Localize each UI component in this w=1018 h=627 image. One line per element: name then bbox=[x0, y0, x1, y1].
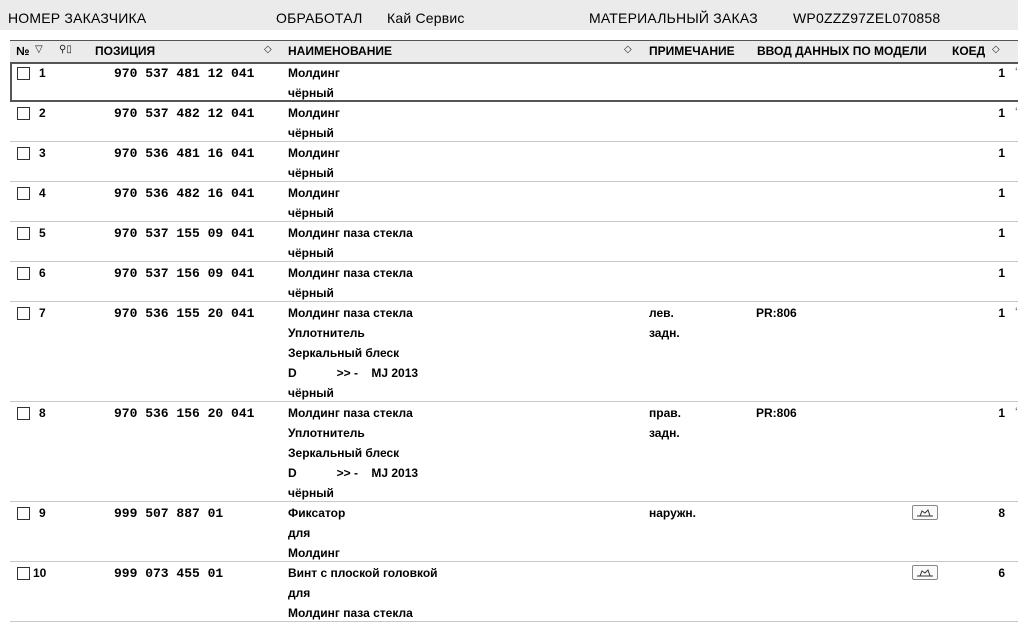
part-description-line: Зеркальный блеск bbox=[288, 446, 400, 460]
row-number: 8 bbox=[39, 406, 46, 420]
row-checkbox[interactable] bbox=[17, 567, 30, 580]
quantity: 6 bbox=[998, 566, 1005, 580]
col-qty-header[interactable]: КОЕД bbox=[952, 44, 986, 58]
col-num-header[interactable]: № bbox=[16, 44, 30, 58]
vin-value: WP0ZZZ97ZEL070858 bbox=[793, 10, 941, 26]
part-number: 970 537 482 12 041 bbox=[114, 106, 255, 121]
part-description-line: чёрный bbox=[288, 286, 334, 300]
part-description-line: Зеркальный блеск bbox=[288, 346, 400, 360]
part-description-line: чёрный bbox=[288, 206, 334, 220]
part-description-line: Молдинг паза стекла bbox=[288, 406, 413, 420]
sort-name-icon[interactable]: ◇ bbox=[624, 44, 632, 55]
part-note-line: задн. bbox=[649, 326, 680, 340]
material-order-label: МАТЕРИАЛЬНЫЙ ЗАКАЗ bbox=[589, 10, 758, 26]
part-description-line: Фиксатор bbox=[288, 506, 346, 520]
part-description-line: чёрный bbox=[288, 86, 334, 100]
table-row[interactable] bbox=[10, 402, 1018, 502]
part-description-line: чёрный bbox=[288, 386, 334, 400]
part-note-line: наружн. bbox=[649, 506, 697, 520]
part-description bbox=[288, 566, 438, 626]
parts-table bbox=[10, 62, 1018, 622]
row-number: 4 bbox=[39, 186, 46, 200]
col-position-header[interactable]: ПОЗИЦИЯ bbox=[95, 44, 156, 58]
part-description-line: D >> - MJ 2013 bbox=[288, 466, 419, 480]
part-description bbox=[288, 266, 413, 306]
processed-by-label: ОБРАБОТАЛ bbox=[276, 10, 363, 26]
table-row[interactable] bbox=[10, 262, 1018, 302]
processed-by-value: Кай Сервис bbox=[387, 10, 465, 26]
part-number: 999 073 455 01 bbox=[114, 566, 224, 581]
table-row[interactable] bbox=[10, 142, 1018, 182]
col-note-header[interactable]: ПРИМЕЧАНИЕ bbox=[649, 44, 735, 58]
quantity: 1 bbox=[998, 106, 1005, 120]
row-marker-icon: ‘ bbox=[1015, 105, 1018, 119]
part-note bbox=[649, 506, 696, 526]
model-data bbox=[756, 306, 797, 326]
part-note-line: лев. bbox=[649, 306, 674, 320]
part-description bbox=[288, 226, 413, 266]
row-number: 6 bbox=[39, 266, 46, 280]
quantity: 1 bbox=[998, 66, 1005, 80]
model-data-line: PR:806 bbox=[756, 406, 797, 420]
customer-number-label: НОМЕР ЗАКАЗЧИКА bbox=[8, 10, 147, 26]
part-description-line: Молдинг bbox=[288, 146, 340, 160]
part-description-line: чёрный bbox=[288, 126, 334, 140]
filter-icon[interactable]: ⚲▯ bbox=[59, 44, 72, 55]
row-number: 3 bbox=[39, 146, 46, 160]
row-number: 2 bbox=[39, 106, 46, 120]
quantity: 1 bbox=[998, 406, 1005, 420]
table-row[interactable] bbox=[10, 302, 1018, 402]
part-description bbox=[288, 146, 340, 186]
row-checkbox[interactable] bbox=[17, 227, 30, 240]
part-description bbox=[288, 406, 418, 506]
part-description-line: чёрный bbox=[288, 246, 334, 260]
part-description-line: Уплотнитель bbox=[288, 426, 365, 440]
row-checkbox[interactable] bbox=[17, 147, 30, 160]
quantity: 8 bbox=[998, 506, 1005, 520]
part-description-line: D >> - MJ 2013 bbox=[288, 366, 419, 380]
part-description bbox=[288, 506, 345, 566]
order-header-bar bbox=[0, 0, 1018, 30]
part-number: 970 537 156 09 041 bbox=[114, 266, 255, 281]
part-note-line: прав. bbox=[649, 406, 681, 420]
part-description-line: для bbox=[288, 526, 311, 540]
model-data-line: PR:806 bbox=[756, 306, 797, 320]
quantity: 1 bbox=[998, 146, 1005, 160]
table-row[interactable] bbox=[10, 502, 1018, 562]
sort-position-icon[interactable]: ◇ bbox=[264, 44, 272, 55]
row-checkbox[interactable] bbox=[17, 507, 30, 520]
row-checkbox[interactable] bbox=[17, 107, 30, 120]
row-checkbox[interactable] bbox=[17, 307, 30, 320]
col-model-header[interactable]: ВВОД ДАННЫХ ПО МОДЕЛИ bbox=[757, 44, 927, 58]
table-row[interactable] bbox=[10, 102, 1018, 142]
part-description bbox=[288, 306, 418, 406]
part-description-line: Молдинг bbox=[288, 546, 340, 560]
part-number: 970 537 481 12 041 bbox=[114, 66, 255, 81]
row-checkbox[interactable] bbox=[17, 67, 30, 80]
table-row[interactable] bbox=[10, 222, 1018, 262]
part-number: 970 536 481 16 041 bbox=[114, 146, 255, 161]
sort-down-icon[interactable]: ▽ bbox=[35, 44, 43, 55]
part-number: 970 536 482 16 041 bbox=[114, 186, 255, 201]
part-description-line: Молдинг паза стекла bbox=[288, 306, 413, 320]
table-row[interactable] bbox=[10, 182, 1018, 222]
part-description bbox=[288, 186, 340, 226]
table-row[interactable] bbox=[10, 562, 1018, 622]
row-marker-icon: ‘ bbox=[1015, 305, 1018, 319]
row-number: 5 bbox=[39, 226, 46, 240]
part-description-line: Молдинг bbox=[288, 66, 340, 80]
part-note-line: задн. bbox=[649, 426, 680, 440]
part-note bbox=[649, 306, 680, 346]
part-description-line: Молдинг паза стекла bbox=[288, 606, 413, 620]
sort-qty-icon[interactable]: ◇ bbox=[992, 44, 1000, 55]
part-number: 970 537 155 09 041 bbox=[114, 226, 255, 241]
part-description-line: Молдинг паза стекла bbox=[288, 266, 413, 280]
row-marker-icon: ‘ bbox=[1015, 65, 1018, 79]
part-note bbox=[649, 406, 681, 446]
part-description-line: чёрный bbox=[288, 166, 334, 180]
wrench-icon[interactable] bbox=[912, 565, 938, 580]
wrench-icon[interactable] bbox=[912, 505, 938, 520]
part-description bbox=[288, 66, 340, 106]
col-name-header[interactable]: НАИМЕНОВАНИЕ bbox=[288, 44, 392, 58]
model-data bbox=[756, 406, 797, 426]
part-number: 999 507 887 01 bbox=[114, 506, 224, 521]
quantity: 1 bbox=[998, 266, 1005, 280]
part-description-line: Винт с плоской головкой bbox=[288, 566, 438, 580]
quantity: 1 bbox=[998, 226, 1005, 240]
row-checkbox[interactable] bbox=[17, 267, 30, 280]
part-number: 970 536 155 20 041 bbox=[114, 306, 255, 321]
row-checkbox[interactable] bbox=[17, 187, 30, 200]
part-description-line: Молдинг bbox=[288, 186, 340, 200]
part-description-line: Молдинг bbox=[288, 106, 340, 120]
table-row[interactable] bbox=[10, 62, 1018, 102]
part-number: 970 536 156 20 041 bbox=[114, 406, 255, 421]
table-header bbox=[10, 40, 1018, 63]
part-description-line: чёрный bbox=[288, 486, 334, 500]
row-number: 10 bbox=[33, 566, 47, 580]
part-description-line: Молдинг паза стекла bbox=[288, 226, 413, 240]
part-description bbox=[288, 106, 340, 146]
row-number: 9 bbox=[39, 506, 46, 520]
row-marker-icon: ‘ bbox=[1015, 405, 1018, 419]
part-description-line: для bbox=[288, 586, 311, 600]
quantity: 1 bbox=[998, 306, 1005, 320]
part-description-line: Уплотнитель bbox=[288, 326, 365, 340]
row-checkbox[interactable] bbox=[17, 407, 30, 420]
row-number: 1 bbox=[39, 66, 46, 80]
row-number: 7 bbox=[39, 306, 46, 320]
quantity: 1 bbox=[998, 186, 1005, 200]
